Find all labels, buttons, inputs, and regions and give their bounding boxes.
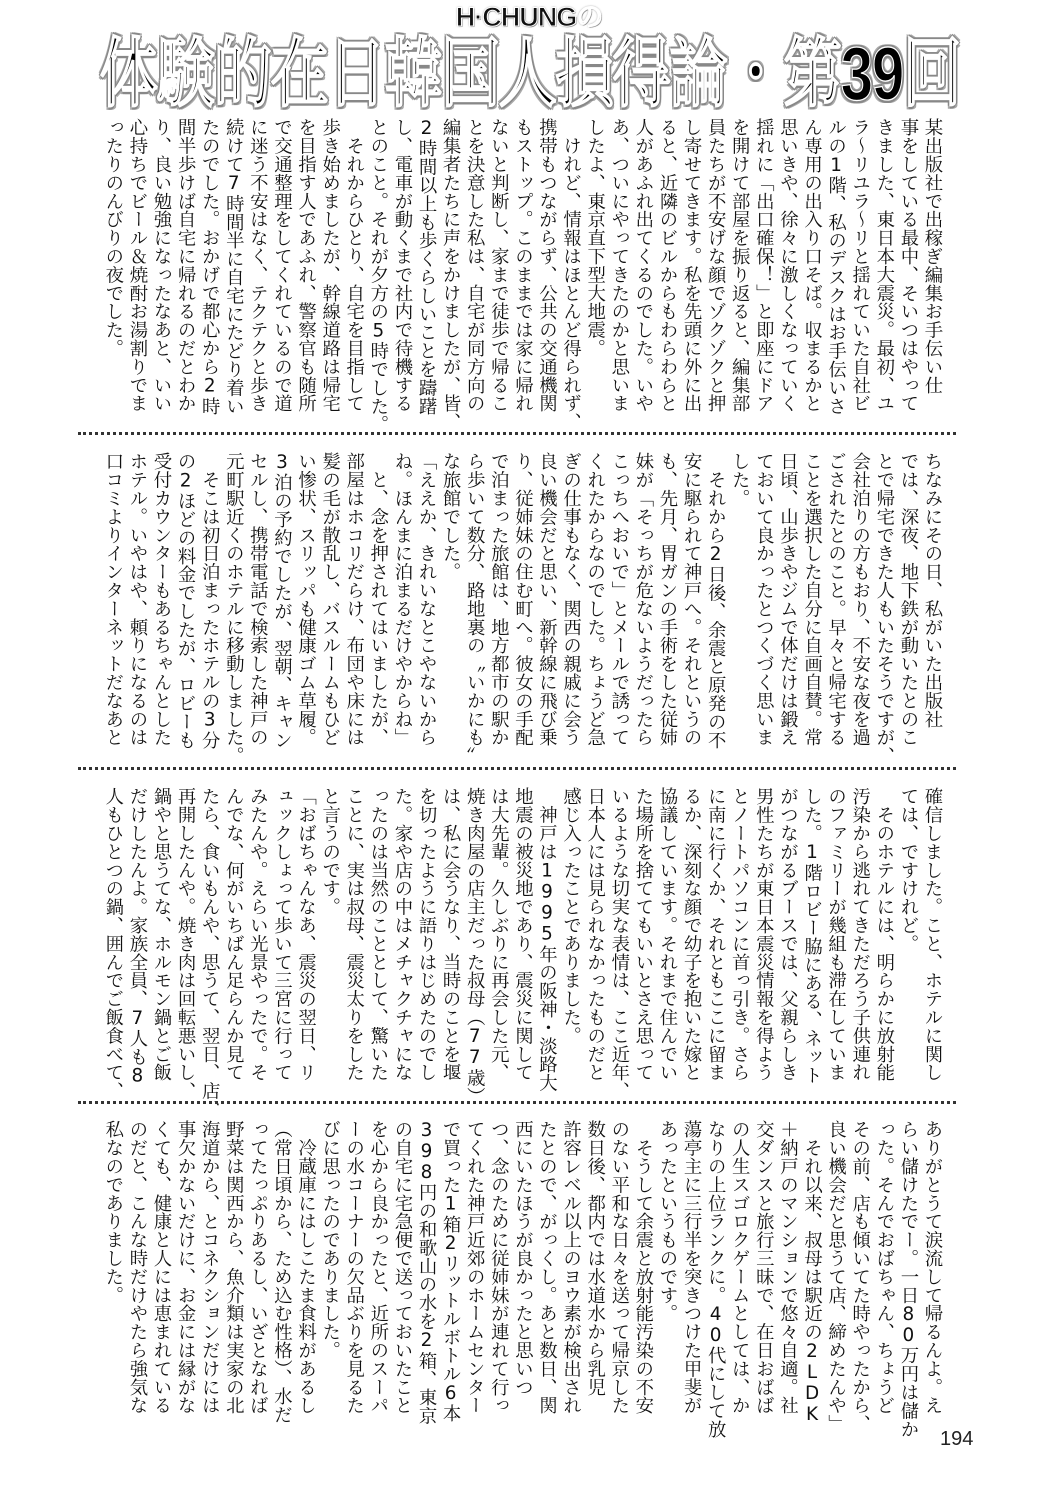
text-column: たら、食いもんや、思うて、翌日、店、 bbox=[199, 787, 221, 1119]
text-column: 「おばちゃんなあ、震災の翌日、リ bbox=[295, 787, 317, 1082]
page-title: 体験的在日韓国人損得論・第39回 bbox=[99, 32, 961, 117]
text-column: とを決意した私は、自宅が同方向の bbox=[464, 118, 486, 413]
text-column: 3泊の予約でしたが、翌朝、キャン bbox=[271, 452, 293, 749]
text-column: を目指す人であふれ、警察官も随所 bbox=[295, 118, 317, 413]
text-column: ると、近隣のビルからもわらわらと bbox=[656, 118, 678, 413]
dotted-divider bbox=[78, 432, 956, 435]
text-column: で買った1箱2リットルボトル6本 bbox=[440, 1120, 462, 1423]
text-column: 間半歩けば自宅に帰れるのだとわか bbox=[175, 118, 197, 413]
text-column: ありがとうて涙流して帰るんよ。え bbox=[922, 1120, 943, 1415]
text-column: それから2日後、余震と原発の不 bbox=[705, 452, 727, 749]
text-column: た場所を捨ててもいいとさえ思って bbox=[632, 787, 654, 1082]
text-column: ておいて良かったとつくづく思いま bbox=[753, 452, 775, 747]
text-column: こっちへおいで」とメールで誘って bbox=[608, 452, 630, 747]
text-column: 元町駅近くのホテルに移動しました。 bbox=[223, 452, 245, 765]
text-column: とのこと。それが夕方の5時でした。 bbox=[367, 118, 389, 434]
text-column: し寄せてきます。私を先頭に外に出 bbox=[681, 118, 703, 413]
dotted-divider bbox=[78, 1101, 956, 1104]
text-column: あったというものです。 bbox=[656, 1120, 678, 1323]
text-column: けれど、情報はほとんど得られず、 bbox=[560, 118, 582, 431]
article-section-4 bbox=[98, 1120, 944, 1438]
text-column: 交ダンスと旅行三昧で、在日おばば bbox=[753, 1120, 775, 1415]
text-column: 事をしている最中、そいつはやって bbox=[897, 118, 919, 413]
text-column: 確信しました。こと、ホテルに関し bbox=[922, 787, 943, 1082]
text-column: した。1階ロビー脇にある、ネット bbox=[801, 787, 823, 1084]
text-column: ぎの仕事もなく、関西の親戚に会う bbox=[560, 452, 582, 747]
text-column: い惨状、スリッパも健康ゴム草履。 bbox=[295, 452, 317, 747]
text-column: も、先月、胃ガンの手術をした従姉 bbox=[656, 452, 678, 747]
text-column: ホテル。いやはや、頼りになるのは bbox=[126, 452, 148, 747]
text-column: ては、ですけれど。 bbox=[897, 787, 919, 953]
text-column: 許容レベル以上のヨウ素が検出され bbox=[560, 1120, 582, 1415]
text-column: ごされたとのこと。早々と帰宅する bbox=[825, 452, 847, 747]
text-column: な旅館でした。 bbox=[440, 452, 462, 581]
text-column: そのホテルには、明らかに放射能 bbox=[873, 787, 895, 1082]
text-column: んでな、何がいちばん足らんか見て bbox=[223, 787, 245, 1082]
article-section-2 bbox=[98, 452, 944, 765]
text-column: った。そんでおばちゃん、ちょうど bbox=[873, 1120, 895, 1415]
text-column: 再開したんや。焼き肉は回転悪いし、 bbox=[175, 787, 197, 1100]
text-column: そうして余震と放射能汚染の不安 bbox=[632, 1120, 654, 1415]
text-column: セルし、携帯電話で検索した神戸の bbox=[247, 452, 269, 747]
text-column: そこは初日泊まったホテルの3分 bbox=[199, 452, 221, 749]
text-column: 続けて7時間半に自宅にたどり着い bbox=[223, 118, 245, 415]
text-column: り、良い勉強になったなあと、いい bbox=[151, 118, 172, 413]
text-column: がつながるブースでは、父親らしき bbox=[777, 787, 799, 1082]
text-column: 西にいたほうが良かったと思いつ bbox=[512, 1120, 534, 1396]
text-column: ュックしょって歩いて三宮に行って bbox=[271, 787, 293, 1082]
text-column: と言うのです。 bbox=[319, 787, 341, 916]
text-column: もストップ。このままでは家に帰れ bbox=[512, 118, 534, 413]
text-column: たとので、がっくし。あと数日、関 bbox=[536, 1120, 558, 1415]
text-column: ルの1階、私のデスクはお手伝いさ bbox=[825, 118, 847, 415]
text-column: のない平和な日々を送って帰京した bbox=[608, 1120, 630, 1415]
text-column: ーの水コーナーの欠品ぶりを見るた bbox=[343, 1120, 365, 1415]
text-column: は、私に会うなり、当時のことを堰 bbox=[440, 787, 462, 1082]
text-column: ん専用の出入り口そば。収まるかと bbox=[801, 118, 823, 413]
text-column: だけしたんよ。家族全員、7人も8 bbox=[126, 787, 148, 1087]
text-column: 冷蔵庫にはしこたま食料があるし bbox=[295, 1120, 317, 1415]
text-column: の人生スゴロクゲームとしては、か bbox=[729, 1120, 751, 1415]
text-column: （常日頃から、ため込む性格）、水だ bbox=[271, 1120, 293, 1424]
series-label: H·CHUNGの bbox=[455, 2, 603, 32]
text-column: 数日後、都内では水道水から乳児 bbox=[584, 1120, 606, 1396]
text-column: 髪の毛が散乱し、バスルームもひど bbox=[319, 452, 341, 747]
text-column: で泊まった旅館は、地方都市の駅か bbox=[488, 452, 510, 747]
text-column: 編集者たちに声をかけましたが、皆、 bbox=[440, 118, 462, 431]
text-column: それからひとり、自宅を目指して bbox=[343, 118, 365, 413]
text-column: 員たちが不安げな顔でゾクゾクと押 bbox=[705, 118, 727, 413]
text-column: 受付カウンターもあるちゃんとした bbox=[151, 452, 172, 747]
text-column: 妹が「そっちが危ないようだったら bbox=[632, 452, 654, 747]
text-column: 398円の和歌山の水を2箱、東京 bbox=[416, 1120, 438, 1425]
text-column: ってたっぷりあるし、いざとなれば bbox=[247, 1120, 269, 1415]
text-column: した。 bbox=[729, 452, 751, 508]
text-column: 「ええか、きれいなとこやないから bbox=[416, 452, 438, 747]
text-column: ラ～リユラ～リと揺れていた自社ビ bbox=[849, 118, 871, 413]
text-column: ことに、実は叔母、震災太りをした bbox=[343, 787, 365, 1082]
text-column: とノートパソコンに首っ引き。さら bbox=[729, 787, 751, 1082]
text-column: を心から良かったと、近所のスーパ bbox=[367, 1120, 389, 1415]
text-column: し、電車が動くまで社内で待機する bbox=[391, 118, 413, 413]
text-column: いるような切実な表情は、ここ近年、 bbox=[608, 787, 630, 1100]
text-column: ＋納戸のマンションで悠々自適。社 bbox=[777, 1120, 799, 1415]
text-column: つ、念のために従姉妹が連れて行っ bbox=[488, 1120, 510, 1415]
text-column: たのでした。おかげで都心から2時 bbox=[199, 118, 221, 415]
text-column: と、念を押されてはいましたが、 bbox=[367, 452, 389, 747]
text-column: は大先輩。久しぶりに再会した元、 bbox=[488, 787, 510, 1082]
text-column: 海道から、とコネクションだけには bbox=[199, 1120, 221, 1415]
text-column: 歩き始めましたが、幹線道路は帰宅 bbox=[319, 118, 341, 413]
text-column: きました、東日本大震災。最初、ユ bbox=[873, 118, 895, 413]
text-column: 鍋やと思うてな、ホルモン鍋とご飯 bbox=[151, 787, 172, 1082]
text-column: くれたからなのでした。ちょうど急 bbox=[584, 452, 606, 747]
text-column: 私なのでありました。 bbox=[102, 1120, 124, 1304]
text-column: くても、健康と人には恵まれている bbox=[151, 1120, 172, 1415]
text-column: の自宅に宅急便で送っておいたこと bbox=[391, 1120, 413, 1415]
article-section-1 bbox=[98, 118, 944, 434]
text-column: ことを選択した自分に自画自賛。常 bbox=[801, 452, 823, 747]
text-column: それ以来、叔母は駅近の2LDK bbox=[801, 1120, 823, 1425]
text-column: 良い機会だと思うて店、締めたんや」 bbox=[825, 1120, 847, 1433]
text-column: 野菜は関西から、魚介類は実家の北 bbox=[223, 1120, 245, 1415]
text-column: 良い機会だと思い、新幹線に飛び乗 bbox=[536, 452, 558, 747]
text-column: るか、深刻な顔で幼子を抱いた嫁と bbox=[681, 787, 703, 1082]
text-column: あ、ついにやってきたのかと思いま bbox=[608, 118, 630, 413]
text-column: 思いきや、徐々に激しくなっていく bbox=[777, 118, 799, 413]
text-column: ったりのんびりの夜でした。 bbox=[102, 118, 124, 358]
text-column: 会社泊りの方もおり、不安な夜を過 bbox=[849, 452, 871, 747]
text-column: 男性たちが東日本震災情報を得よう bbox=[753, 787, 775, 1082]
text-column: 地震の被災地であり、震災に関して bbox=[512, 787, 534, 1082]
text-column: た。家や店の中はメチャクチャにな bbox=[391, 787, 413, 1082]
text-column: のファミリーが幾組も滞在していま bbox=[825, 787, 847, 1082]
text-column: 心持ちでビール＆焼酎お湯割りでま bbox=[126, 118, 148, 413]
text-column: 某出版社で出稼ぎ編集お手伝い仕 bbox=[922, 118, 943, 394]
text-column: 安に駆られて神戸へ。それというの bbox=[681, 452, 703, 747]
text-column: 神戸は1995年の阪神・淡路大 bbox=[536, 787, 558, 1092]
text-column: とで帰宅できた人もいたそうですが、 bbox=[873, 452, 895, 765]
text-column: 2時間以上も歩くらしいことを躊躇 bbox=[416, 118, 438, 415]
text-column: 感じ入ったことでありました。 bbox=[560, 787, 582, 1045]
text-column: 事欠かないだけに、お金には縁がな bbox=[175, 1120, 197, 1415]
text-column: その前、店も傾いてた時やったから、 bbox=[849, 1120, 871, 1433]
text-column: 焼き肉屋の店主だった叔母（77歳） bbox=[464, 787, 486, 1105]
text-column: したよ、東京直下型大地震。 bbox=[584, 118, 606, 358]
text-column: 携帯もつながらず、公共の交通機関 bbox=[536, 118, 558, 413]
text-column: のだと、こんな時だけやたら強気な bbox=[126, 1120, 148, 1415]
text-column: びに思ったのでありました。 bbox=[319, 1120, 341, 1360]
text-column: てくれた神戸近郊のホームセンター bbox=[464, 1120, 486, 1415]
text-column: ったのは当然のこととして、驚いた bbox=[367, 787, 389, 1082]
text-column: なりの上位ランクに。40代にして放 bbox=[705, 1120, 727, 1438]
text-column: に迷う不安はなく、テクテクと歩き bbox=[247, 118, 269, 413]
text-column: 人があふれ出てくるのでした。いや bbox=[632, 118, 654, 413]
text-column: ちなみにその日、私がいた出版社 bbox=[922, 452, 943, 728]
text-column: 部屋はホコリだらけ、布団や床には bbox=[343, 452, 365, 747]
text-column: 人もひとつの鍋、囲んでご飯食べて、 bbox=[102, 787, 124, 1100]
text-column: を切ったように語りはじめたのでし bbox=[416, 787, 438, 1082]
dotted-divider bbox=[78, 767, 956, 770]
text-column: 口コミよりインターネットだなあと bbox=[102, 452, 124, 747]
text-column: ないと判断し、家まで徒歩で帰るこ bbox=[488, 118, 510, 413]
text-column: 汚染から逃れてきただろう子供連れ bbox=[849, 787, 871, 1082]
text-column: ら歩いて数分、路地裏の〝いかにも〟 bbox=[464, 452, 486, 765]
text-column: 蕩亭主に三行半を突きつけた甲斐が bbox=[681, 1120, 703, 1415]
text-column: 日本人には見られなかったものだと bbox=[584, 787, 606, 1082]
text-column: に南に行くか、それともここに留ま bbox=[705, 787, 727, 1082]
page-number: 194 bbox=[940, 1428, 974, 1450]
text-column: ね。ほんまに泊まるだけやからね」 bbox=[391, 452, 413, 747]
text-column: らい儲けたでー。一日80万円は儲か bbox=[897, 1120, 919, 1438]
text-column: 揺れに「出口確保！」と即座にドア bbox=[753, 118, 775, 413]
text-column: で交通整理をしてくれているので道 bbox=[271, 118, 293, 413]
text-column: の2ほどの料金でしたが、ロビーも bbox=[175, 452, 197, 749]
text-column: 協議しています。それまで住んでい bbox=[656, 787, 678, 1082]
text-column: を開けて部屋を振り返ると、編集部 bbox=[729, 118, 751, 413]
text-column: り、従姉妹の住む町へ。彼女の手配 bbox=[512, 452, 534, 747]
text-column: 日頃、山歩きやジムで体だけは鍛え bbox=[777, 452, 799, 747]
text-column: みたんや。えらい光景やったで。そ bbox=[247, 787, 269, 1082]
text-column: では、深夜、地下鉄が動いたとのこ bbox=[897, 452, 919, 747]
article-section-3 bbox=[98, 787, 944, 1119]
